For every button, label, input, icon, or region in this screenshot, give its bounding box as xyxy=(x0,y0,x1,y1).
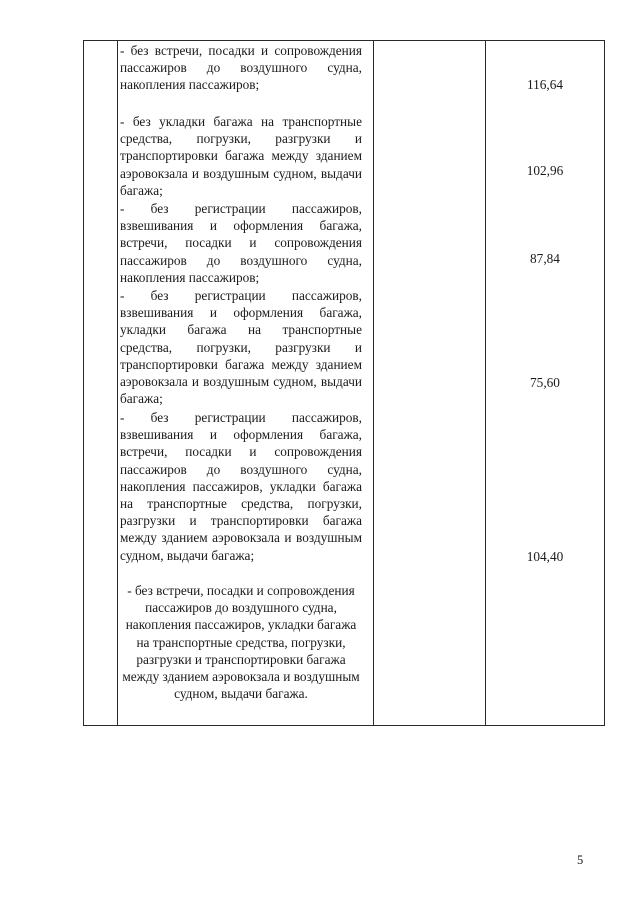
column-divider-number xyxy=(117,41,118,725)
row-2-description: - без укладки багажа на транспортные средства, погрузки, разгрузки и транспортировки багажа между зданием аэровокзала и воздушным судном, выдачи багажа; xyxy=(120,114,362,198)
page-number: 5 xyxy=(577,853,584,867)
row-3-description: - без регистрации пассажиров, взвешивания и оформления багажа, встречи, посадки и сопровождения пассажиров до воздушного судна, накопления пассажиров; xyxy=(120,201,362,285)
row-3-price: 87,84 xyxy=(530,251,560,266)
column-divider-description xyxy=(373,41,374,725)
row-5-price: 104,40 xyxy=(526,549,564,564)
row-4-price: 75,60 xyxy=(530,375,560,390)
row-1-price: 116,64 xyxy=(526,77,564,92)
row-4-description: - без регистрации пассажиров, взвешивания и оформления багажа, укладки багажа на транспортные средства, погрузки, разгрузки и транспортировки багажа между зданием аэровокзала и воздушным судном, выдачи багажа; xyxy=(120,288,362,407)
row-2-price: 102,96 xyxy=(526,163,564,178)
row-1-description: - без встречи, посадки и сопровождения пассажиров до воздушного судна, накопления пассажиров; xyxy=(120,43,362,93)
row-5-description: - без регистрации пассажиров, взвешивания и оформления багажа, встречи, посадки и сопровождения пассажиров до воздушного судна, накопления пассажиров, укладки багажа на транспортные средства, погрузки, разгрузки и транспортировки багажа между зданием аэровокзала и воздушным судном, выдачи багажа; xyxy=(120,410,362,563)
row-6-description: - без встречи, посадки и сопровождения пассажиров до воздушного судна, накопления пассажиров, укладки багажа на транспортные средства, погрузки, разгрузки и транспортировки багажа между зданием аэровокзала и воздушным судном, выдачи багажа. xyxy=(122,583,360,702)
